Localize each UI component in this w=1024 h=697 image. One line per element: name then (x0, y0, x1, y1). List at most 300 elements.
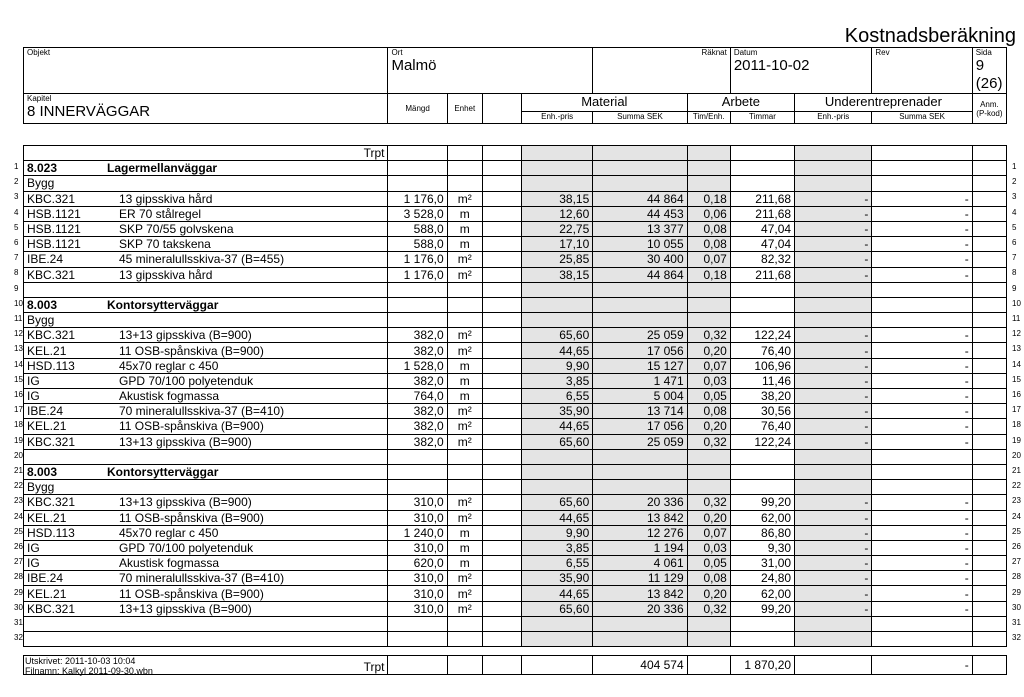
cell-sum: 13 842 (593, 510, 687, 525)
cell-price (522, 449, 593, 464)
table-row (24, 358, 1007, 373)
cell-empty (482, 480, 521, 495)
row-number-right: 3 (1012, 192, 1017, 202)
cell-empty (972, 191, 1006, 206)
cell-unit: m² (447, 586, 482, 601)
cell-timmar: 47,04 (730, 221, 794, 236)
item-description: GPD 70/100 polyetenduk (119, 540, 254, 555)
cell-ue_sum (872, 313, 972, 328)
row-number-left: 8 (14, 268, 19, 278)
row-number-left: 32 (14, 633, 23, 643)
cell-empty (972, 449, 1006, 464)
cell-qty (388, 282, 447, 297)
cell-price: 6,55 (522, 556, 593, 571)
cell-timmar (730, 176, 794, 191)
cell-unit (447, 632, 482, 647)
cell-tim: 0,05 (687, 389, 730, 404)
cell-ue_sum (872, 161, 972, 176)
row-number-left: 7 (14, 253, 19, 263)
item-cell (24, 206, 388, 221)
cell-empty (482, 495, 521, 510)
table-row (24, 540, 1007, 555)
cell-ue_price: - (795, 586, 872, 601)
item-code: KBC.321 (27, 601, 76, 616)
cell-tim: 0,07 (687, 358, 730, 373)
col-timmar: Timmar (730, 112, 794, 124)
row-number-left: 28 (14, 572, 23, 582)
cell-empty (972, 434, 1006, 449)
cell-sum (593, 632, 687, 647)
item-cell (24, 616, 388, 631)
cell-unit: m² (447, 571, 482, 586)
cell-empty (972, 525, 1006, 540)
cell-ue_sum: - (872, 343, 972, 358)
item-code: IBE.24 (27, 252, 64, 267)
row-number-right: 17 (1012, 405, 1021, 415)
cell-unit (447, 313, 482, 328)
table-row (24, 449, 1007, 464)
item-code: HSD.113 (27, 525, 75, 540)
item-cell (24, 221, 388, 236)
cell-price (522, 480, 593, 495)
item-code: KBC.321 (27, 434, 76, 449)
cell-ue_sum: - (872, 267, 972, 282)
cell-empty (972, 282, 1006, 297)
trpt-row-top (24, 146, 1007, 161)
row-number-left: 31 (14, 618, 23, 627)
cell-unit: m² (447, 267, 482, 282)
filename: Filnamn: Kalkyl 2011-09-30.wbn (25, 666, 153, 676)
row-number-right: 27 (1012, 557, 1021, 567)
cell-unit: m (447, 358, 482, 373)
cell-qty: 310,0 (388, 571, 447, 586)
row-number-left: 15 (14, 374, 23, 384)
cell-timmar (730, 449, 794, 464)
cell-sum (593, 616, 687, 631)
row-number-left: 4 (14, 207, 19, 217)
cell-qty: 3 528,0 (388, 206, 447, 221)
cell-tim (687, 449, 730, 464)
cell-unit (447, 282, 482, 297)
cell-empty (482, 586, 521, 601)
cell-empty (972, 328, 1006, 343)
col-anm (972, 94, 1006, 124)
cell-empty (972, 571, 1006, 586)
item-code: KEL.21 (27, 419, 67, 434)
table-row (24, 373, 1007, 388)
cell-price: 3,85 (522, 373, 593, 388)
cell-timmar: 31,00 (730, 556, 794, 571)
kapitel-cell (24, 94, 388, 124)
cell-qty (388, 449, 447, 464)
item-description: 13+13 gipsskiva (B=900) (119, 434, 252, 449)
item-description: Kontorsytterväggar (107, 465, 219, 480)
cell-empty (972, 237, 1006, 252)
cell-timmar (730, 161, 794, 176)
cell-price: 17,10 (522, 237, 593, 252)
cell-sum: 5 004 (593, 389, 687, 404)
cell-unit: m² (447, 434, 482, 449)
cell-timmar: 9,30 (730, 540, 794, 555)
cell-unit: m (447, 525, 482, 540)
cell-timmar (730, 464, 794, 479)
cell-ue_sum: - (872, 404, 972, 419)
item-code: HSB.1121 (27, 222, 81, 237)
col-ue-summa-sek: Summa SEK (872, 112, 972, 124)
item-cell (24, 632, 388, 647)
cell-tim: 0,07 (687, 525, 730, 540)
cell-empty (482, 616, 521, 631)
cell-qty: 382,0 (388, 343, 447, 358)
item-cell (24, 480, 388, 495)
cell-unit (447, 616, 482, 631)
cell-ue_sum: - (872, 601, 972, 616)
item-description: 13+13 gipsskiva (B=900) (119, 495, 252, 510)
cell-sum: 13 714 (593, 404, 687, 419)
rev-cell (872, 48, 972, 94)
row-number-right: 1 (1012, 162, 1017, 171)
item-cell (24, 313, 388, 328)
cell-empty (482, 434, 521, 449)
cell-unit (447, 161, 482, 176)
cell-ue_price (795, 161, 872, 176)
row-number-left: 1 (14, 162, 19, 171)
cell-price (522, 616, 593, 631)
item-description: 70 mineralullsskiva-37 (B=410) (119, 404, 285, 419)
row-number-left: 14 (14, 359, 23, 369)
item-code: IG (27, 540, 40, 555)
item-description: 13 gipsskiva hård (119, 267, 213, 282)
cell-unit (447, 464, 482, 479)
cell-tim: 0,03 (687, 540, 730, 555)
col-ue-enh-pris: Enh.-pris (795, 112, 872, 124)
item-code: Bygg (27, 480, 55, 495)
row-number-left: 25 (14, 526, 23, 536)
cell-qty: 382,0 (388, 328, 447, 343)
item-code: HSB.1121 (27, 206, 81, 221)
cell-price: 65,60 (522, 328, 593, 343)
cell-unit (447, 449, 482, 464)
kapitel-value: 8 INNERVÄGGAR (27, 103, 151, 120)
cell-empty (482, 373, 521, 388)
item-description: 11 OSB-spånskiva (B=900) (119, 343, 264, 358)
item-code: Bygg (27, 313, 55, 328)
table-row (24, 434, 1007, 449)
cell-timmar: 106,96 (730, 358, 794, 373)
item-cell (24, 343, 388, 358)
cell-qty (388, 313, 447, 328)
cell-empty (972, 419, 1006, 434)
cell-empty (972, 601, 1006, 616)
cell-timmar: 99,20 (730, 601, 794, 616)
cell-qty (388, 632, 447, 647)
item-cell (24, 267, 388, 282)
cell-sum: 15 127 (593, 358, 687, 373)
cell-empty (482, 540, 521, 555)
cell-unit: m² (447, 252, 482, 267)
cell-price: 6,55 (522, 389, 593, 404)
cell-ue_price: - (795, 206, 872, 221)
cell-price: 65,60 (522, 601, 593, 616)
cell-ue_price: - (795, 267, 872, 282)
table-row (24, 297, 1007, 312)
total-ue-sum: - (872, 656, 972, 675)
item-description: ER 70 stålregel (119, 206, 202, 221)
cell-sum: 44 453 (593, 206, 687, 221)
row-number-left: 21 (14, 466, 23, 475)
cell-tim: 0,20 (687, 343, 730, 358)
cell-ue_sum: - (872, 221, 972, 236)
table-row (24, 313, 1007, 328)
cell-qty: 1 240,0 (388, 525, 447, 540)
table-row (24, 161, 1007, 176)
cell-timmar: 122,24 (730, 328, 794, 343)
table-row (24, 616, 1007, 631)
row-number-left: 22 (14, 481, 23, 491)
pkod-label: (P-kod) (976, 108, 1003, 118)
row-number-left: 13 (14, 344, 23, 354)
cell-ue_sum (872, 480, 972, 495)
row-number-right: 12 (1012, 329, 1021, 339)
row-number-left: 2 (14, 177, 19, 187)
cell-qty: 588,0 (388, 237, 447, 252)
cell-timmar (730, 616, 794, 631)
row-number-left: 10 (14, 298, 23, 308)
cell-ue_price (795, 464, 872, 479)
trpt-label: Trpt (24, 146, 388, 161)
cell-timmar: 211,68 (730, 191, 794, 206)
anm-label: Anm. (980, 99, 999, 109)
cost-table (23, 145, 1007, 647)
cell-unit: m (447, 389, 482, 404)
table-row (24, 328, 1007, 343)
cell-empty (482, 449, 521, 464)
item-cell (24, 419, 388, 434)
row-number-right: 6 (1012, 238, 1017, 247)
cell-price (522, 464, 593, 479)
cell-empty (972, 267, 1006, 282)
cell-empty (972, 206, 1006, 221)
cell-ue_price (795, 480, 872, 495)
page-title: Kostnadsberäkning (844, 25, 1016, 47)
item-description: 11 OSB-spånskiva (B=900) (119, 510, 264, 525)
item-code: 8.023 (27, 161, 58, 176)
cell-price (522, 176, 593, 191)
item-code: KBC.321 (27, 328, 76, 343)
cell-sum: 20 336 (593, 601, 687, 616)
cell-ue_price: - (795, 191, 872, 206)
cell-sum (593, 297, 687, 312)
cell-tim (687, 176, 730, 191)
row-number-left: 17 (14, 405, 23, 415)
cell-tim: 0,07 (687, 252, 730, 267)
cell-empty (972, 586, 1006, 601)
cell-tim: 0,08 (687, 221, 730, 236)
cell-tim: 0,20 (687, 586, 730, 601)
cell-empty (972, 464, 1006, 479)
cell-tim (687, 616, 730, 631)
col-summa-sek: Summa SEK (593, 112, 687, 124)
cell-tim (687, 282, 730, 297)
item-cell (24, 252, 388, 267)
item-code: HSD.113 (27, 358, 75, 373)
cell-price: 44,65 (522, 510, 593, 525)
cell-tim (687, 632, 730, 647)
datum-value: 2011-10-02 (733, 57, 810, 74)
item-code: KEL.21 (27, 510, 67, 525)
row-number-right: 9 (1012, 283, 1017, 293)
cell-empty (972, 540, 1006, 555)
cell-empty (482, 389, 521, 404)
cell-empty (482, 358, 521, 373)
cell-unit: m (447, 540, 482, 555)
cell-price (522, 297, 593, 312)
row-number-left: 30 (14, 602, 23, 612)
row-number-right: 29 (1012, 587, 1021, 597)
item-description: 13+13 gipsskiva (B=900) (119, 601, 252, 616)
kapitel-label: Kapitel (27, 94, 52, 103)
item-cell (24, 556, 388, 571)
cell-sum: 25 059 (593, 434, 687, 449)
cell-sum (593, 161, 687, 176)
cell-qty: 310,0 (388, 540, 447, 555)
row-number-right: 15 (1012, 374, 1021, 384)
cell-ue_sum: - (872, 510, 972, 525)
cell-tim: 0,18 (687, 267, 730, 282)
cell-ue_sum: - (872, 556, 972, 571)
cell-timmar: 47,04 (730, 237, 794, 252)
col-material: Material (522, 94, 688, 112)
cell-ue_sum: - (872, 358, 972, 373)
item-cell (24, 161, 388, 176)
cell-ue_price (795, 313, 872, 328)
cell-price (522, 313, 593, 328)
cell-price (522, 632, 593, 647)
item-cell (24, 510, 388, 525)
cell-qty: 310,0 (388, 601, 447, 616)
cell-empty (482, 191, 521, 206)
item-cell (24, 237, 388, 252)
cell-ue_sum (872, 449, 972, 464)
cell-unit: m (447, 556, 482, 571)
item-cell (24, 540, 388, 555)
cell-sum (593, 449, 687, 464)
sida-value: 9 (26) (975, 57, 1003, 92)
cell-timmar: 24,80 (730, 571, 794, 586)
item-description: 45 mineralullsskiva-37 (B=455) (119, 252, 285, 267)
table-row (24, 601, 1007, 616)
cell-ue_price (795, 449, 872, 464)
cell-empty (972, 161, 1006, 176)
cell-sum (593, 176, 687, 191)
table-row (24, 343, 1007, 358)
cell-empty (972, 176, 1006, 191)
rev-label: Rev (875, 48, 890, 57)
cell-ue_sum: - (872, 586, 972, 601)
item-description: Lagermellanväggar (107, 161, 218, 176)
cell-ue_sum (872, 176, 972, 191)
table-row (24, 191, 1007, 206)
cell-ue_sum: - (872, 191, 972, 206)
item-description: 13+13 gipsskiva (B=900) (119, 328, 252, 343)
row-number-right: 14 (1012, 359, 1021, 369)
cell-sum: 13 377 (593, 221, 687, 236)
cell-sum: 1 194 (593, 540, 687, 555)
cell-tim: 0,32 (687, 328, 730, 343)
cell-ue_price: - (795, 495, 872, 510)
cell-empty (972, 389, 1006, 404)
total-timmar: 1 870,20 (730, 656, 794, 675)
row-number-left: 19 (14, 435, 23, 445)
cell-price: 35,90 (522, 571, 593, 586)
table-row (24, 252, 1007, 267)
table-row (24, 525, 1007, 540)
row-number-left: 29 (14, 587, 23, 597)
cell-empty (972, 480, 1006, 495)
cell-empty (972, 632, 1006, 647)
datum-label: Datum (733, 48, 758, 57)
item-cell (24, 389, 388, 404)
cell-sum (593, 464, 687, 479)
cell-price: 44,65 (522, 419, 593, 434)
cell-unit: m² (447, 601, 482, 616)
cell-ue_sum: - (872, 328, 972, 343)
col-tim-enh: Tim/Enh. (687, 112, 730, 124)
cell-sum: 1 471 (593, 373, 687, 388)
item-cell (24, 191, 388, 206)
cell-ue_sum: - (872, 525, 972, 540)
cell-ue_sum: - (872, 206, 972, 221)
item-description: Kontorsytterväggar (107, 297, 219, 312)
item-code: IG (27, 389, 40, 404)
table-row (24, 571, 1007, 586)
item-code: 8.003 (27, 465, 58, 480)
cell-ue_sum: - (872, 434, 972, 449)
cell-ue_sum: - (872, 237, 972, 252)
cell-qty: 620,0 (388, 556, 447, 571)
cell-empty (972, 252, 1006, 267)
item-code: IG (27, 373, 40, 388)
table-row (24, 267, 1007, 282)
total-material-sum: 404 574 (593, 656, 687, 675)
cell-empty (482, 313, 521, 328)
cell-sum: 12 276 (593, 525, 687, 540)
item-cell (24, 404, 388, 419)
row-number-right: 32 (1012, 633, 1021, 643)
row-number-right: 11 (1012, 314, 1021, 323)
cell-empty (482, 252, 521, 267)
cell-sum (593, 282, 687, 297)
item-code: IBE.24 (27, 571, 64, 586)
col-enh-pris: Enh.-pris (522, 112, 593, 124)
cell-timmar (730, 313, 794, 328)
cell-tim: 0,08 (687, 237, 730, 252)
cell-price: 12,60 (522, 206, 593, 221)
cell-qty: 382,0 (388, 404, 447, 419)
ort-value: Malmö (391, 57, 437, 74)
cell-qty: 1 176,0 (388, 191, 447, 206)
item-code: KEL.21 (27, 586, 67, 601)
cell-tim (687, 313, 730, 328)
cell-tim: 0,32 (687, 495, 730, 510)
cell-ue_price: - (795, 373, 872, 388)
item-code: HSB.1121 (27, 237, 81, 252)
cell-price: 44,65 (522, 343, 593, 358)
cell-qty: 310,0 (388, 495, 447, 510)
cell-ue_sum: - (872, 571, 972, 586)
ort-label: Ort (391, 48, 403, 57)
objekt-cell (24, 48, 388, 94)
